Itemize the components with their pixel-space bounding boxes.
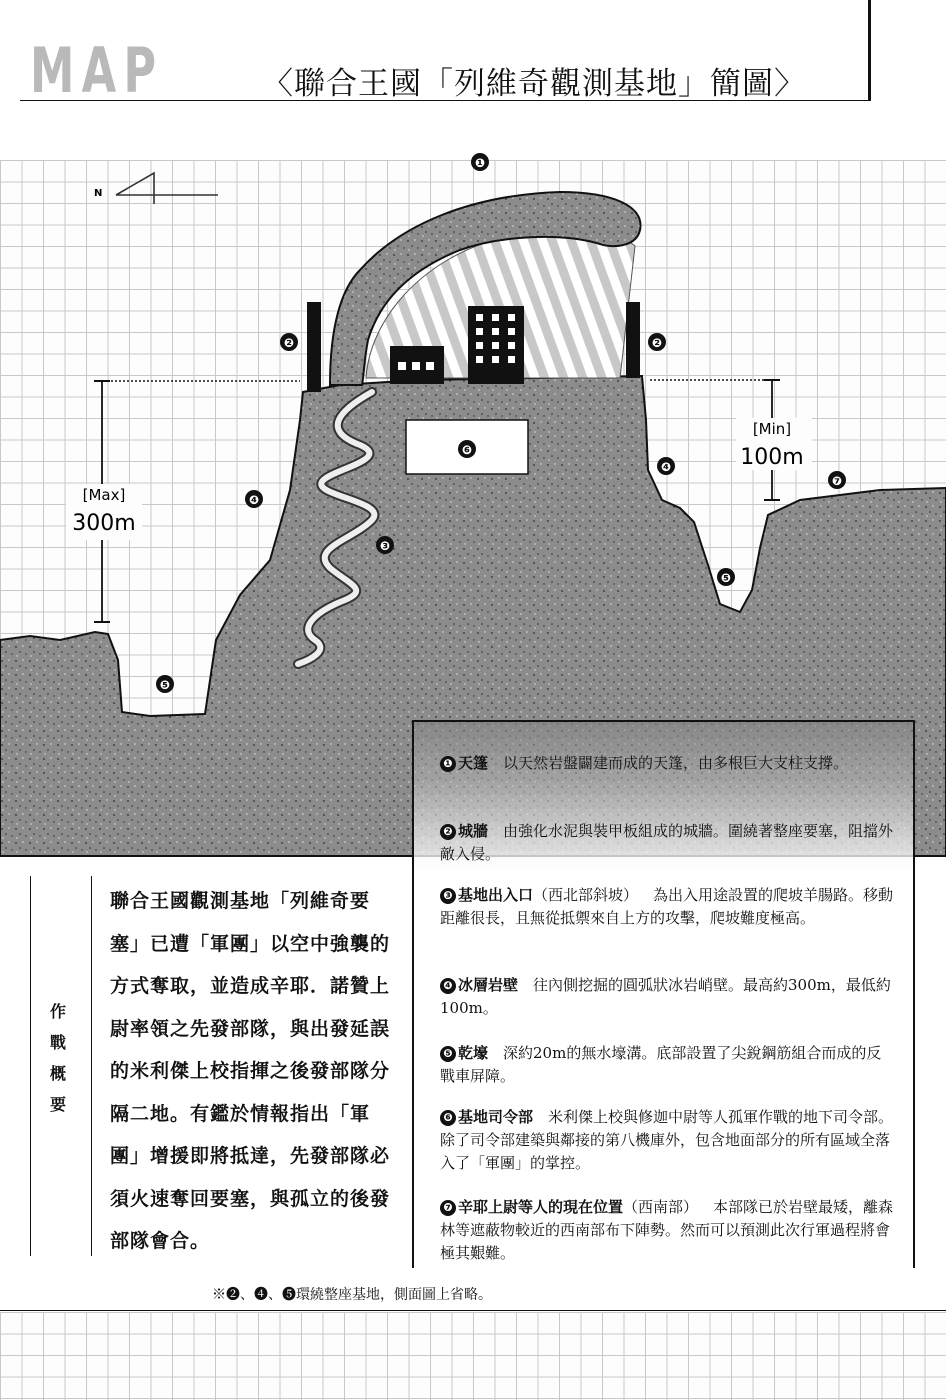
marker-2-west <box>280 333 298 351</box>
legend-item-current-position <box>440 1196 896 1265</box>
svg-text:❸: ❸ <box>379 539 391 553</box>
svg-text:❶: ❶ <box>474 156 486 170</box>
legend-text: 往內側挖掘的圓弧狀冰岩峭壁。最高約300m，最低約100m。 <box>440 976 891 1017</box>
legend-text: 深約20m的無水壕溝。底部設置了尖銳鋼筋組合而成的反戰車屏障。 <box>440 1044 882 1085</box>
svg-text:❹: ❹ <box>660 460 672 474</box>
legend-text: 以天然岩盤闢建而成的天篷，由多根巨大支柱支撐。 <box>503 754 849 772</box>
legend-text: 本部隊已於岩壁最矮，離森林等遮蔽物較近的西南部布下陣勢。然而可以預測此次行軍過程將會極其艱難。 <box>440 1198 894 1262</box>
svg-text:❻: ❻ <box>461 443 473 457</box>
min-height-label: [Min] <box>752 420 792 438</box>
marker-3 <box>376 536 394 554</box>
marker-2-east <box>648 333 666 351</box>
marker-7 <box>828 471 846 489</box>
marker-5-west <box>156 675 174 693</box>
legend-number-icon: ❸ <box>440 888 456 904</box>
legend-box <box>412 720 915 1268</box>
compass-north-label: N <box>94 188 103 199</box>
max-height-value: 300m <box>72 511 136 536</box>
compass-arrow-icon <box>116 173 218 204</box>
legend-number-icon: ❼ <box>440 1200 456 1216</box>
legend-number-icon: ❺ <box>440 1046 456 1062</box>
operations-label: 作戰概要 <box>49 1002 66 1114</box>
page-title: 〈聯合王國「列維奇觀測基地」簡圖〉 <box>262 66 806 102</box>
wall-east <box>626 302 640 378</box>
footnote: ※❷、❹、❺環繞整座基地，側面圖上省略。 <box>212 1287 492 1303</box>
legend-subterm: （西北部斜坡） <box>533 886 639 904</box>
legend-term: 辛耶上尉等人的現在位置 <box>458 1198 624 1216</box>
legend-item-dry-moat <box>440 1042 896 1088</box>
page-logo: MAP <box>30 34 164 107</box>
legend-term: 天篷 <box>458 754 489 772</box>
svg-text:❷: ❷ <box>283 336 295 350</box>
legend-item-entrance <box>440 884 896 930</box>
legend-number-icon: ❻ <box>440 1110 456 1126</box>
marker-5-east <box>717 568 735 586</box>
svg-text:❹: ❹ <box>248 493 260 507</box>
marker-1 <box>471 153 489 171</box>
marker-4-west <box>245 490 263 508</box>
building-tower <box>468 306 524 384</box>
legend-number-icon: ❷ <box>440 824 456 840</box>
legend-text: 米利傑上校與修迦中尉等人孤軍作戰的地下司令部。除了司令部建築與鄰接的第八機庫外，包含地面部分的所有區域全落入了「軍團」的掌控。 <box>440 1108 894 1172</box>
legend-text: 由強化水泥與裝甲板組成的城牆。圍繞著整座要塞，阻擋外敵入侵。 <box>440 822 894 863</box>
operations-summary: 聯合王國觀測基地「列維奇要塞」已遭「軍團」以空中強襲的方式奪取，並造成辛耶．諾贊上尉率領之先發部隊，與出發延誤的米利傑上校指揮之後發部隊分隔二地。有鑑於情報指出「軍團」增援即將抵達，先發部隊必須火速奪回要塞，與孤立的後發部隊會合。 <box>110 890 391 1252</box>
svg-text:❺: ❺ <box>720 571 732 585</box>
bottom-grid-background <box>0 1312 946 1400</box>
legend-number-icon: ❶ <box>440 756 456 772</box>
legend-term: 基地司令部 <box>458 1108 534 1126</box>
marker-6 <box>458 440 476 458</box>
legend-term: 冰層岩壁 <box>458 976 519 994</box>
wall-west <box>307 302 321 392</box>
legend-subterm: （西南部） <box>623 1198 699 1216</box>
svg-text:❺: ❺ <box>159 678 171 692</box>
legend-item-hq <box>440 1106 896 1175</box>
legend-number-icon: ❹ <box>440 978 456 994</box>
max-height-label: [Max] <box>82 486 126 504</box>
legend-text: 為出入用途設置的爬坡羊腸路。移動距離很長，且無從抵禦來自上方的攻擊，爬坡難度極高。 <box>440 886 894 927</box>
svg-text:❼: ❼ <box>831 474 843 488</box>
legend-item-wall <box>440 820 896 866</box>
building-low <box>390 346 444 384</box>
legend-term: 基地出入口 <box>458 886 534 904</box>
bottom-divider <box>0 1310 946 1311</box>
marker-4-east <box>657 457 675 475</box>
legend-item-ice-wall <box>440 974 896 1020</box>
legend-term: 乾壕 <box>458 1044 489 1062</box>
legend-term: 城牆 <box>458 822 489 840</box>
legend-item-canopy <box>440 752 896 775</box>
min-height-value: 100m <box>740 445 804 470</box>
svg-text:❷: ❷ <box>651 336 663 350</box>
